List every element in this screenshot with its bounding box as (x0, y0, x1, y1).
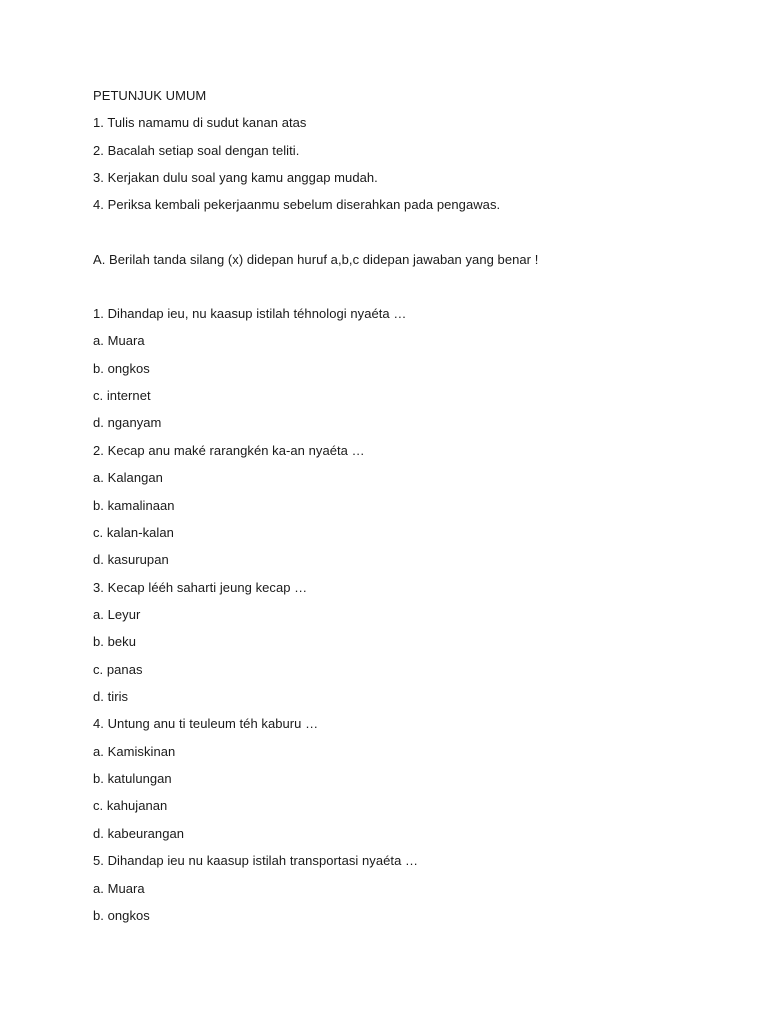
question-1-text: 1. Dihandap ieu, nu kaasup istilah téhnologi nyaéta … (93, 306, 407, 321)
question-4-option-d: d. kabeurangan (93, 826, 185, 841)
instruction-item-4: 4. Periksa kembali pekerjaanmu sebelum diserahkan pada pengawas. (93, 197, 501, 212)
question-1-option-a: a. Muara (93, 333, 145, 348)
question-4-text: 4. Untung anu ti teuleum téh kaburu … (93, 716, 319, 731)
question-2-option-b: b. kamalinaan (93, 498, 175, 513)
question-4-option-a: a. Kamiskinan (93, 744, 176, 759)
question-3-option-d: d. tiris (93, 689, 129, 704)
question-2-option-a: a. Kalangan (93, 470, 163, 485)
question-3-option-c: c. panas (93, 662, 143, 677)
question-1-option-b: b. ongkos (93, 361, 150, 376)
question-3-option-b: b. beku (93, 634, 136, 649)
question-4-option-b: b. katulungan (93, 771, 172, 786)
instruction-item-3: 3. Kerjakan dulu soal yang kamu anggap mudah. (93, 170, 378, 185)
question-1-option-c: c. internet (93, 388, 151, 403)
question-4-option-c: c. kahujanan (93, 798, 168, 813)
instruction-item-2: 2. Bacalah setiap soal dengan teliti. (93, 143, 300, 158)
question-2-option-c: c. kalan-kalan (93, 525, 174, 540)
question-5-option-a: a. Muara (93, 881, 145, 896)
question-1-option-d: d. nganyam (93, 415, 162, 430)
section-a-heading: A. Berilah tanda silang (x) didepan huruf a,b,c didepan jawaban yang benar ! (93, 252, 539, 267)
instructions-title: PETUNJUK UMUM (93, 88, 207, 103)
question-2-option-d: d. kasurupan (93, 552, 169, 567)
question-3-text: 3. Kecap lééh saharti jeung kecap … (93, 580, 308, 595)
question-5-text: 5. Dihandap ieu nu kaasup istilah transportasi nyaéta … (93, 853, 419, 868)
instruction-item-1: 1. Tulis namamu di sudut kanan atas (93, 115, 307, 130)
question-5-option-b: b. ongkos (93, 908, 150, 923)
question-3-option-a: a. Leyur (93, 607, 141, 622)
question-2-text: 2. Kecap anu maké rarangkén ka-an nyaéta … (93, 443, 365, 458)
